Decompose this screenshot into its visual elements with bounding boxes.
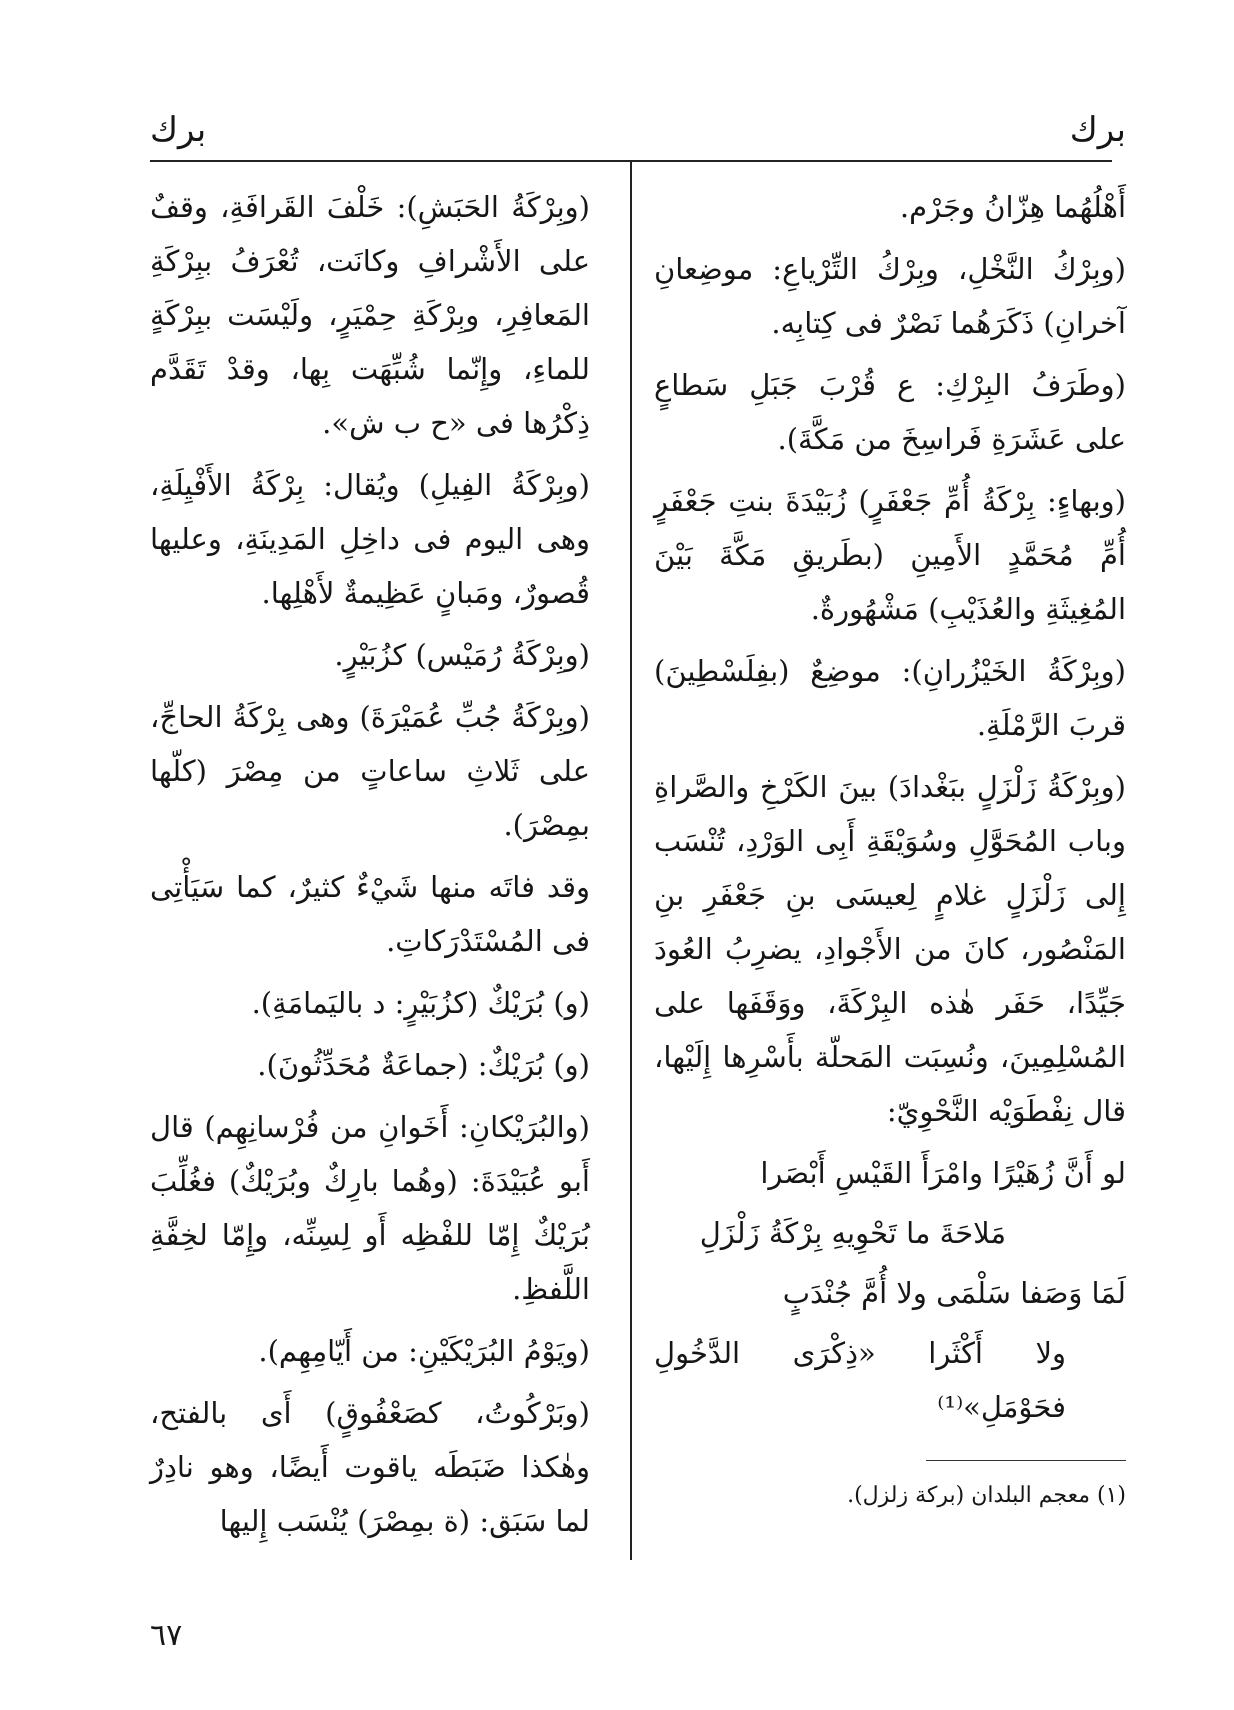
entry-paragraph: (وبِرْكُ النَّخْلِ، وبِرْكُ التِّرْياعِ: موضِعانِ آخرانِ) ذَكَرَهُما نَصْرٌ فى كِتابِه. <box>654 252 1126 340</box>
entry-paragraph: (و) بُرَيْكٌ (كزُبَيْرٍ: د باليَمامَةِ). <box>251 986 590 1020</box>
running-header-right: برك <box>1069 110 1126 150</box>
poem-verse: لَمَا وَصَفا سَلْمَى ولا أُمَّ جُنْدَبٍ <box>782 1276 1126 1310</box>
footnote-rule <box>926 1460 1126 1461</box>
entry-paragraph: (وبِرْكَةُ الفِيلِ) ويُقال: بِرْكَةُ الأَفْيِلَةِ، وهى اليوم فى داخِلِ المَدِينَةِ، وعليها قُصورٌ، ومَبانٍ عَظِيمةٌ لأَهْلِها. <box>150 468 590 610</box>
entry-paragraph: (و) بُرَيْكٌ: (جماعَةٌ مُحَدِّثُونَ). <box>257 1048 590 1082</box>
left-column <box>150 180 590 1556</box>
page-number: ٦٧ <box>150 1618 183 1653</box>
entry-paragraph: (وبِرْكَةُ الخَيْزُرانِ): موضِعٌ (بفِلَسْطِينَ) قربَ الرَّمْلَةِ. <box>654 654 1126 742</box>
right-column <box>654 180 1126 1513</box>
footnote: (١) معجم البلدان (بركة زلزل). <box>847 1483 1126 1508</box>
entry-paragraph: (وبِرْكَةُ الحَبَشِ): خَلْفَ القَرافَةِ، وقفٌ على الأَشْرافِ وكانَت، تُعْرَفُ ببِرْكَةِ المَعافِرِ، وبِرْكَةِ حِمْيَرٍ، ولَيْسَت ببِرْكَةٍ للماءِ، وإِنّما شُبِّهَت بِها، وقدْ تَقَدَّم ذِكْرُها فى «ح ب ش». <box>150 190 590 440</box>
running-header-left: برك <box>150 110 207 150</box>
poem-verse: مَلاحَةَ ما تَحْوِيهِ بِرْكَةُ زَلْزَلِ <box>699 1216 1006 1250</box>
entry-paragraph: (وبِرْكَةُ جُبِّ عُمَيْرَةَ) وهى بِرْكَةُ الحاجِّ، على ثَلاثِ ساعاتٍ من مِصْرَ (كلّها بمِصْرَ). <box>150 700 590 842</box>
entry-paragraph: (ويَوْمُ البُرَيْكَيْنِ: من أَيّامِهِم). <box>258 1334 590 1368</box>
entry-paragraph: (والبُرَيْكانِ: أَخَوانِ من فُرْسانِهِم) قال أَبو عُبَيْدَةَ: (وهُما بارِكٌ وبُرَيْكٌ) فغُلِّبَ بُرَيْكٌ إِمّا للفْظِه أَو لِسِنِّه، وإِمّا لخِفَّةِ اللَّفظِ. <box>150 1110 590 1306</box>
poem-verse: لو أَنَّ زُهَيْرًا وامْرَأَ القَيْسِ أَبْصَرا <box>760 1156 1126 1190</box>
entry-paragraph: أَهْلُهُما هِزّانُ وجَرْم. <box>899 190 1126 224</box>
entry-paragraph: (وبِرْكَةُ رُمَيْس) كزُبَيْرٍ. <box>334 638 590 672</box>
entry-paragraph: (وطَرَفُ البِرْكِ: ع قُرْبَ جَبَلِ سَطاعٍ على عَشَرَةِ فَراسِخَ من مَكَّةَ). <box>654 368 1126 456</box>
entry-paragraph: (وبِرْكَةُ زَلْزَلٍ ببَغْدادَ) بينَ الكَرْخِ والصَّراةِ وباب المُحَوَّلِ وسُوَيْقَةِ أَبِى الوَرْدِ، تُنْسَب إِلى زَلْزَلٍ غلامٍ لِعيسَى بنِ جَعْفَرِ بنِ المَنْصُور، كانَ من الأَجْوادِ، يضرِبُ العُودَ جَيِّدًا، حَفَر هٰذه البِرْكَةَ، ووَقَفَها على المُسْلِمِينَ، ونُسِبَت المَحلّة بأَسْرِها إِلَيْها، قال نِفْطَوَيْه النَّحْوِيّ: <box>654 770 1126 1128</box>
entry-paragraph: (وبَرْكُوتُ، كصَعْفُوقٍ) أَى بالفتح، وهٰكذا ضَبَطَه ياقوت أَيضًا، وهو نادِرٌ لما سَبَق: (ة بمِصْرَ) يُنْسَب إِليها <box>150 1396 590 1538</box>
column-divider <box>630 160 632 1560</box>
entry-paragraph: (وبهاءٍ: بِرْكَةُ أُمِّ جَعْفَرٍ) زُبَيْدَةَ بنتِ جَعْفَرٍ أُمِّ مُحَمَّدٍ الأَمِينِ (بطَريقِ مَكَّةَ بَيْنَ المُغِيثَةِ والعُذَيْبِ) مَشْهُورةٌ. <box>654 484 1126 626</box>
poem-verse: ولا أَكْثَرا «ذِكْرَى الدَّخُولِ فحَوْمَلِ»⁽¹⁾ <box>654 1336 1066 1424</box>
entry-paragraph: وقد فاتَه منها شَيْءٌ كثيرٌ، كما سَيَأْتِى فى المُسْتَدْرَكاتِ. <box>150 870 590 958</box>
